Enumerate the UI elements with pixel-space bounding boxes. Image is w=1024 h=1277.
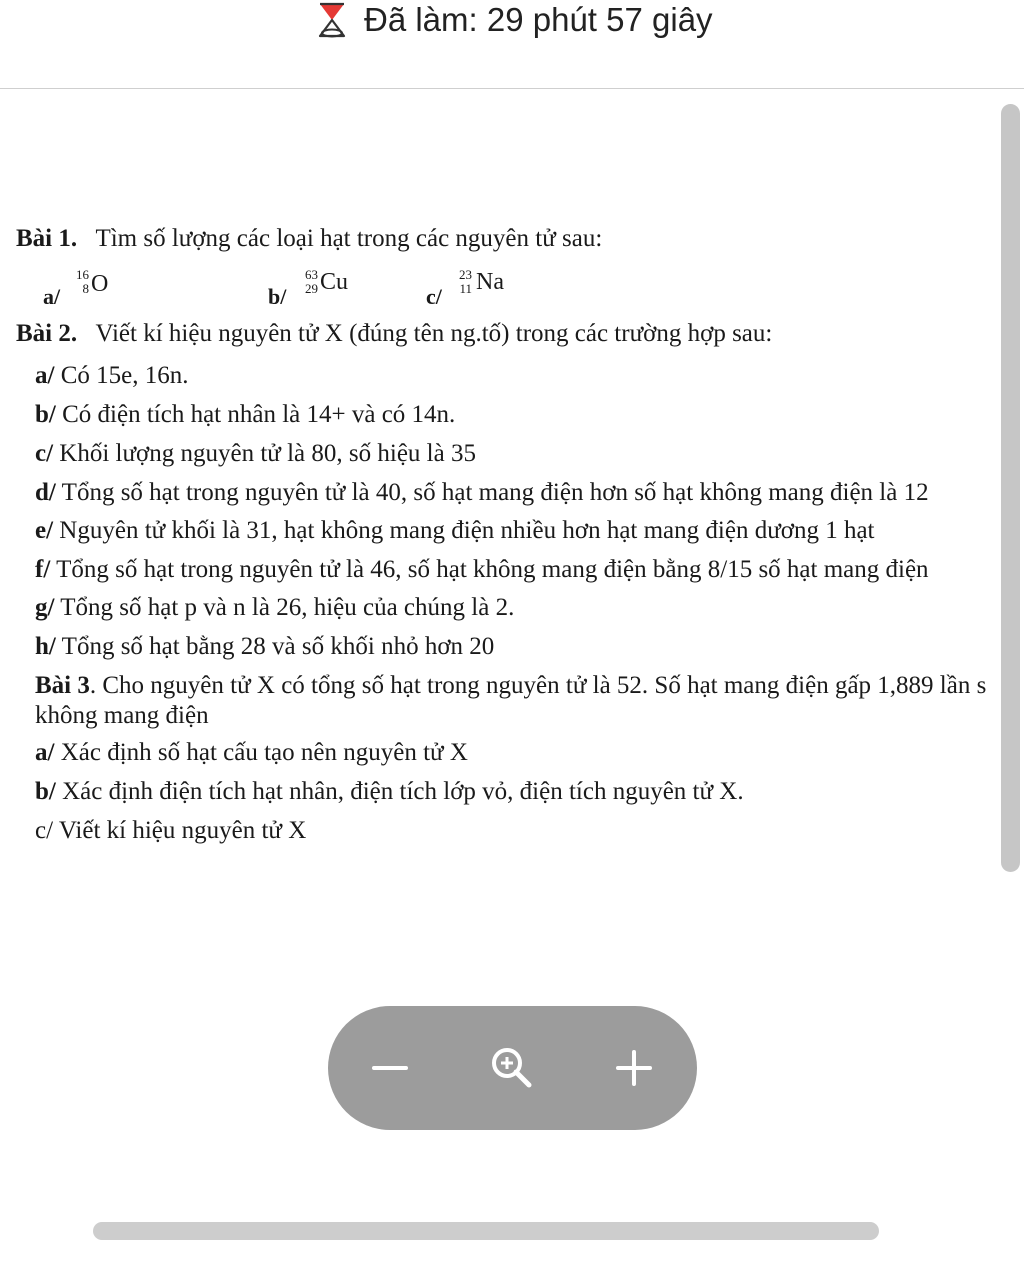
isotope-option: c/	[426, 284, 442, 309]
atomic-number: 11	[459, 281, 472, 296]
item-text: Tổng số hạt trong nguyên tử là 46, số hạt không mang điện bằng 8/15 số hạt mang điện	[56, 556, 929, 583]
hourglass-icon	[316, 2, 348, 38]
item-label: b/	[35, 778, 56, 805]
minus-icon	[370, 1048, 410, 1088]
item-text: Khối lượng nguyên tử là 80, số hiệu là 35	[59, 440, 476, 467]
timer	[316, 0, 713, 40]
item-text: Xác định số hạt cấu tạo nên nguyên tử X	[60, 739, 468, 766]
bai1-text: Tìm số lượng các loại hạt trong các nguyên tử sau:	[95, 225, 603, 252]
bai1-label: Bài 1.	[16, 225, 78, 252]
item-text: Có điện tích hạt nhân là 14+ và có 14n.	[62, 401, 456, 428]
atomic-number: 29	[305, 281, 318, 296]
item-text: Tổng số hạt p và n là 26, hiệu của chúng là 2.	[60, 594, 515, 621]
item-text: Có 15e, 16n.	[60, 362, 189, 389]
item-label: f/	[35, 556, 51, 583]
zoom-out-button[interactable]	[358, 1006, 422, 1130]
item-label: g/	[35, 594, 55, 621]
vertical-scrollbar[interactable]	[1001, 104, 1020, 872]
zoom-in-magnifier-icon	[489, 1045, 535, 1091]
bai2-item-f	[35, 555, 929, 585]
mass-number: 63	[305, 267, 318, 282]
bai3-heading	[35, 671, 1024, 701]
element-symbol: Na	[476, 269, 504, 295]
bai2-item-h	[35, 632, 494, 662]
bai2-label: Bài 2.	[16, 320, 78, 347]
horizontal-scrollbar[interactable]	[93, 1222, 879, 1240]
mass-number: 23	[459, 267, 472, 282]
item-label: e/	[35, 517, 54, 544]
item-text: Tổng số hạt trong nguyên tử là 40, số hạt mang điện hơn số hạt không mang điện là 12	[61, 479, 929, 506]
timer-text: Đã làm: 29 phút 57 giây	[364, 1, 713, 38]
item-text: Viết kí hiệu nguyên tử X	[58, 817, 307, 844]
bai2-item-a	[35, 361, 188, 391]
item-label: c/	[35, 817, 54, 844]
item-text: Tổng số hạt bằng 28 và số khối nhỏ hơn 20	[61, 633, 495, 660]
bai3-text-continued: không mang điện	[35, 702, 209, 729]
item-label: b/	[35, 401, 56, 428]
item-text: Nguyên tử khối là 31, hạt không mang điện nhiều hơn hạt mang điện dương 1 hạt	[59, 517, 875, 544]
mass-number: 16	[76, 267, 89, 282]
atomic-number: 8	[82, 281, 89, 296]
bai3-label: Bài 3	[35, 672, 90, 699]
bai3-item-c	[35, 816, 306, 846]
element-symbol: Cu	[320, 269, 349, 295]
bai2-item-b	[35, 400, 455, 430]
item-text: Xác định điện tích hạt nhân, điện tích lớp vỏ, điện tích nguyên tử X.	[62, 778, 744, 805]
element-symbol: O	[91, 271, 109, 297]
bai3-text: . Cho nguyên tử X có tổng số hạt trong nguyên tử là 52. Số hạt mang điện gấp 1,889 lần s	[89, 672, 987, 699]
item-label: h/	[35, 633, 56, 660]
bai2-item-c	[35, 439, 476, 469]
item-label: d/	[35, 479, 56, 506]
bai3-item-a	[35, 738, 468, 768]
zoom-reset-button[interactable]	[480, 1006, 544, 1130]
bai1-heading	[16, 224, 602, 254]
bai2-item-d	[35, 478, 929, 508]
plus-icon	[614, 1048, 654, 1088]
item-label: a/	[35, 739, 55, 766]
bai2-text: Viết kí hiệu nguyên tử X (đúng tên ng.tố) trong các trường hợp sau:	[95, 320, 773, 347]
item-label: c/	[35, 440, 54, 467]
timer-header	[0, 0, 1024, 89]
isotope-option: a/	[43, 284, 61, 309]
bai2-item-g	[35, 593, 514, 623]
bai3-item-b	[35, 777, 744, 807]
zoom-control	[328, 1006, 697, 1130]
item-label: a/	[35, 362, 55, 389]
bai2-item-e	[35, 516, 875, 546]
isotope-option: b/	[268, 284, 287, 309]
bai2-heading	[16, 319, 772, 349]
zoom-in-button[interactable]	[602, 1006, 666, 1130]
